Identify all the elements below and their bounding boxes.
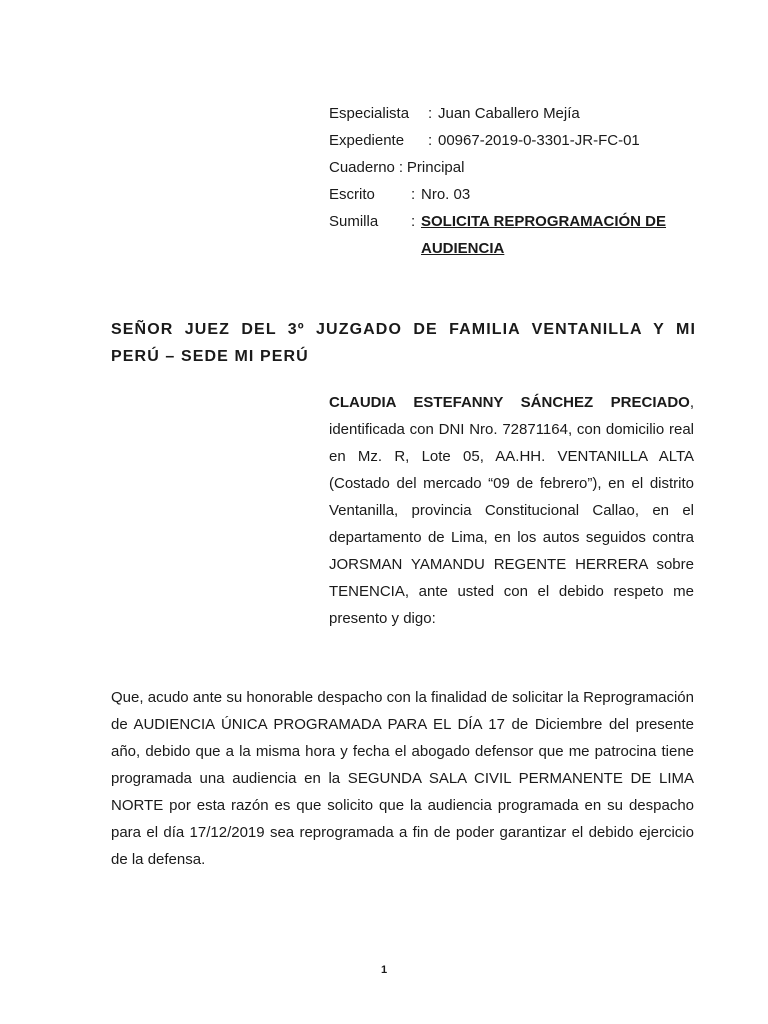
especialista-row (329, 100, 709, 127)
case-header (329, 100, 709, 262)
sumilla-row (329, 208, 709, 235)
presenter-paragraph (329, 389, 694, 632)
separator: : (411, 186, 416, 203)
escrito-value: Nro. 03 (421, 186, 471, 203)
addressee-heading: SEÑOR JUEZ DEL 3º JUZGADO DE FAMILIA VENTANILLA Y MI PERÚ – SEDE MI PERÚ (111, 321, 696, 365)
expediente-value: 00967-2019-0-3301-JR-FC-01 (438, 132, 640, 149)
sumilla-value-continued: AUDIENCIA (421, 240, 505, 257)
page-number: 1 (380, 964, 388, 976)
sumilla-value: SOLICITA REPROGRAMACIÓN DE (421, 213, 667, 230)
escrito-label: Escrito (329, 186, 375, 203)
especialista-value: Juan Caballero Mejía (438, 105, 580, 122)
separator: : (398, 159, 404, 176)
cuaderno-value: Principal (406, 159, 465, 176)
separator: : (428, 132, 433, 149)
request-paragraph: Que, acudo ante su honorable despacho con la finalidad de solicitar la Reprogramación de AUDIENCIA ÚNICA PROGRAMADA PARA EL DÍA 17 de Diciembre del presente año, debido que a la misma hora y fecha el abogado defensor que me patrocina tiene programada una audiencia en la SEGUNDA SALA CIVIL PERMANENTE DE LIMA NORTE por esta razón es que solicito que la audiencia programada en su despacho para el día 17/12/2019 sea reprogramada a fin de poder garantizar el debido ejercicio de la defensa. (111, 689, 694, 868)
expediente-row (329, 127, 709, 154)
expediente-label: Expediente (329, 132, 405, 149)
separator: : (428, 105, 433, 122)
cuaderno-label: Cuaderno (329, 159, 395, 176)
sumilla-label: Sumilla (329, 213, 379, 230)
cuaderno-row (329, 154, 709, 181)
escrito-row (329, 181, 709, 208)
presenter-name: CLAUDIA ESTEFANNY SÁNCHEZ PRECIADO (329, 394, 690, 411)
separator: : (411, 213, 416, 230)
presenter-text: , identificada con DNI Nro. 72871164, con domicilio real en Mz. R, Lote 05, AA.HH. VENTANILLA ALTA (Costado del mercado “09 de febrero”), en el distrito Ventanilla, provincia Constitucional Callao, en el departamento de Lima, en los autos seguidos contra JORSMAN YAMANDU REGENTE HERRERA sobre TENENCIA, ante usted con el debido respeto me presento y digo: (329, 394, 694, 627)
especialista-label: Especialista (329, 105, 410, 122)
sumilla-continuation-row (329, 235, 709, 262)
